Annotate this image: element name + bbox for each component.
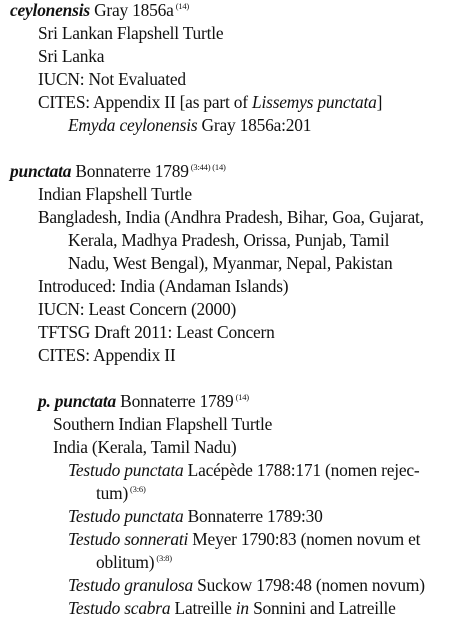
distribution: India (Kerala, Tamil Nadu)	[53, 437, 237, 457]
common-name: Sri Lankan Flapshell Turtle	[38, 23, 224, 43]
taxon-name: punctata	[10, 161, 72, 181]
tftsg-status: TFTSG Draft 2011: Least Concern	[38, 322, 275, 342]
iucn-status: IUCN: Least Concern (2000)	[38, 299, 237, 319]
cites-status: CITES: Appendix II [as part of Lissemys punctata]	[38, 92, 383, 112]
taxon-author: Gray 1856a	[89, 0, 174, 20]
taxon-author: Bonnaterre 1789	[71, 161, 189, 181]
distribution-line-1: Bangladesh, India (Andhra Pradesh, Bihar, Goa, Gujarat,	[38, 207, 424, 227]
taxon-name: ceylonensis	[10, 0, 90, 20]
iucn-status: IUCN: Not Evaluated	[38, 69, 186, 89]
taxon-name: p. punctata	[38, 391, 117, 411]
reference-note: (3:8)	[156, 553, 172, 563]
reference-note: (3:6)	[130, 484, 146, 494]
entry-heading-p-punctata	[38, 391, 249, 411]
reference-note: (14)	[175, 1, 190, 11]
reference-note: (3:44) (14)	[190, 162, 226, 172]
reference-note: (14)	[235, 392, 249, 402]
synonym: Testudo sonnerati Meyer 1790:83 (nomen novum et	[68, 529, 421, 549]
distribution-line-2: Kerala, Madhya Pradesh, Orissa, Punjab, Tamil	[68, 230, 390, 250]
introduced-range: Introduced: India (Andaman Islands)	[38, 276, 289, 296]
entry-heading-punctata	[10, 161, 226, 181]
entry-heading-ceylonensis	[10, 0, 189, 20]
synonym: Testudo granulosa Suckow 1798:48 (nomen novum)	[68, 575, 425, 595]
taxon-author: Bonnaterre 1789	[116, 391, 234, 411]
synonym: Testudo punctata Bonnaterre 1789:30	[68, 506, 323, 526]
common-name: Indian Flapshell Turtle	[38, 184, 192, 204]
synonym: Emyda ceylonensis Gray 1856a:201	[68, 115, 312, 135]
synonym-continuation: oblitum) $^{(3:8)}$	[96, 552, 172, 572]
synonym-continuation: tum) $^{(3:6)}$	[96, 483, 146, 503]
cites-status: CITES: Appendix II	[38, 345, 176, 365]
distribution: Sri Lanka	[38, 46, 105, 66]
synonym: Testudo punctata Lacépède 1788:171 (nomen rejec-	[68, 460, 420, 480]
distribution-line-3: Nadu, West Bengal), Myanmar, Nepal, Pakistan	[68, 253, 393, 273]
common-name: Southern Indian Flapshell Turtle	[53, 414, 273, 434]
synonym: Testudo scabra Latreille in Sonnini and Latreille	[68, 598, 396, 618]
